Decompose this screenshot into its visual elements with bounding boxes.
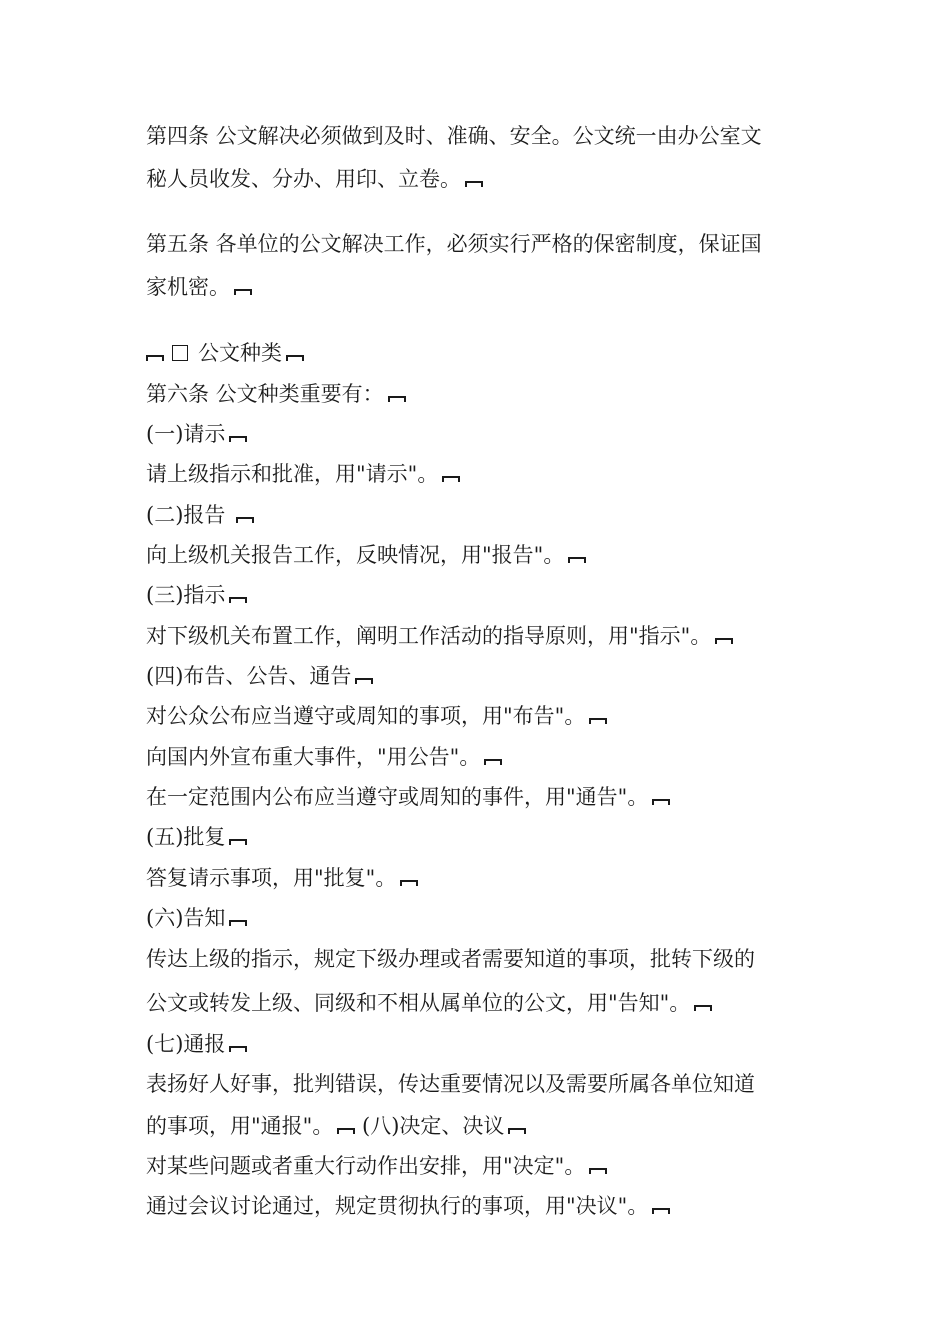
text-line <box>146 703 826 729</box>
paragraph-mark-icon <box>652 1208 670 1214</box>
line-text: 秘人员收发、分办、用印、立卷。 <box>146 167 461 191</box>
text-line <box>146 502 826 528</box>
line-text: (二)报告 <box>146 503 233 527</box>
line-text: 公文或转发上级、同级和不相从属单位的公文，用"告知"。 <box>146 991 691 1015</box>
paragraph-mark-icon <box>337 1128 355 1134</box>
paragraph-mark-icon <box>355 678 373 684</box>
line-text: (五)批复 <box>146 825 226 849</box>
line-text: 传达上级的指示，规定下级办理或者需要知道的事项，批转下级的 <box>146 947 755 971</box>
paragraph-mark-icon <box>484 759 502 765</box>
line-text: (三)指示 <box>146 583 226 607</box>
text-line <box>146 421 826 447</box>
line-text: (一)请示 <box>146 422 226 446</box>
text-line <box>146 623 826 649</box>
line-text: 第四条 公文解决必须做到及时、准确、安全。公文统一由办公室文 <box>146 124 762 148</box>
line-text: 在一定范围内公布应当遵守或周知的事件，用"通告"。 <box>146 785 649 809</box>
text-line <box>146 542 826 568</box>
paragraph-mark-icon <box>715 638 733 644</box>
line-text: 向国内外宣布重大事件，"用公告"。 <box>146 745 481 769</box>
paragraph-mark-icon <box>234 289 252 295</box>
text-line <box>146 946 826 972</box>
text-line <box>146 784 826 810</box>
text-line <box>146 1031 826 1057</box>
text-line <box>146 865 826 891</box>
paragraph-mark-icon <box>229 920 247 926</box>
paragraph-mark-icon <box>388 396 406 402</box>
text-line <box>146 1071 826 1097</box>
paragraph-mark-icon <box>286 355 304 361</box>
paragraph-mark-icon <box>236 517 254 523</box>
line-text: 答复请示事项，用"批复"。 <box>146 866 397 890</box>
line-text: 对下级机关布置工作，阐明工作活动的指导原则，用"指示"。 <box>146 624 712 648</box>
checkbox-square-icon <box>172 345 188 361</box>
text-line <box>146 274 826 300</box>
line-text: 家机密。 <box>146 275 230 299</box>
line-text: 第五条 各单位的公文解决工作，必须实行严格的保密制度，保证国 <box>146 232 762 256</box>
section-heading <box>146 340 826 366</box>
paragraph-mark-icon <box>146 355 164 361</box>
text-line <box>146 824 826 850</box>
text-line <box>146 1193 826 1219</box>
paragraph-mark-icon <box>442 476 460 482</box>
text-line <box>146 582 826 608</box>
paragraph-mark-icon <box>229 1046 247 1052</box>
line-text: 对公众公布应当遵守或周知的事项，用"布告"。 <box>146 704 586 728</box>
line-text: (七)通报 <box>146 1032 226 1056</box>
paragraph-mark-icon <box>508 1128 526 1134</box>
paragraph-mark-icon <box>694 1005 712 1011</box>
text-line <box>146 990 826 1016</box>
text-line <box>146 166 826 192</box>
line-text: 第六条 公文种类重要有： <box>146 382 384 406</box>
paragraph-mark-icon <box>589 1168 607 1174</box>
paragraph-mark-icon <box>465 181 483 187</box>
paragraph-mark-icon <box>229 839 247 845</box>
text-line <box>146 905 826 931</box>
text-line <box>146 744 826 770</box>
paragraph-mark-icon <box>568 557 586 563</box>
text-line <box>146 1113 826 1139</box>
paragraph-mark-icon <box>589 718 607 724</box>
text-line <box>146 381 826 407</box>
line-text: 请上级指示和批准，用"请示"。 <box>146 462 439 486</box>
text-line <box>146 231 826 257</box>
paragraph-mark-icon <box>400 880 418 886</box>
line-text: 向上级机关报告工作，反映情况，用"报告"。 <box>146 543 565 567</box>
line-text: 通过会议讨论通过，规定贯彻执行的事项，用"决议"。 <box>146 1194 649 1218</box>
text-line <box>146 461 826 487</box>
text-line <box>146 123 826 149</box>
paragraph-mark-icon <box>229 597 247 603</box>
paragraph-mark-icon <box>229 436 247 442</box>
text-line <box>146 1153 826 1179</box>
line-text: (四)布告、公告、通告 <box>146 664 352 688</box>
line-text: 对某些问题或者重大行动作出安排，用"决定"。 <box>146 1154 586 1178</box>
line-text: (六)告知 <box>146 906 226 930</box>
line-text: 表扬好人好事，批判错误，传达重要情况以及需要所属各单位知道 <box>146 1072 755 1096</box>
line-text: 公文种类 <box>198 341 282 365</box>
paragraph-mark-icon <box>652 799 670 805</box>
line-text-tail: (八)决定、决议 <box>355 1114 505 1138</box>
line-text: 的事项，用"通报"。 <box>146 1114 334 1138</box>
text-line <box>146 663 826 689</box>
